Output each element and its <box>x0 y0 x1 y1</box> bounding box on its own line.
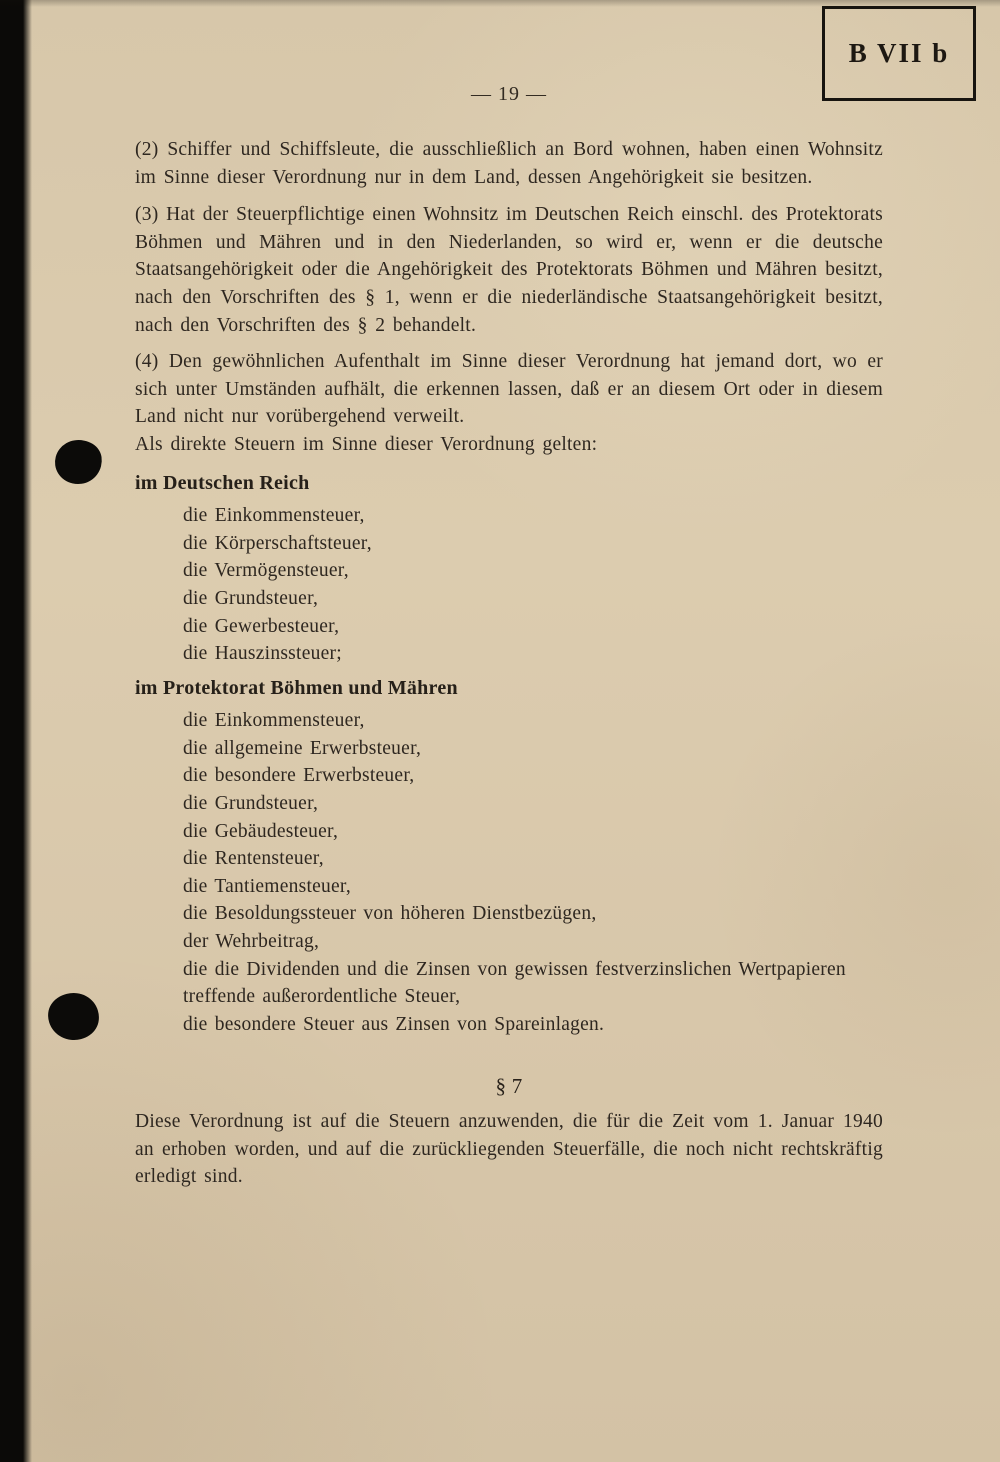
list-item: die Einkommensteuer, <box>183 505 365 527</box>
scan-edge-left <box>0 0 32 1462</box>
page-number: — 19 — <box>471 83 547 105</box>
list-item: die allgemeine Erwerbsteuer, <box>183 737 422 759</box>
punch-hole-bottom <box>46 990 102 1042</box>
list-item: die Körperschaftsteuer, <box>183 532 372 554</box>
list-item: die Vermögensteuer, <box>183 560 349 582</box>
list-item: die Rentensteuer, <box>183 848 324 870</box>
list-item: die Besoldungssteuer von höheren Dienstbezügen, <box>183 903 597 925</box>
list-item: die Grundsteuer, <box>183 587 319 609</box>
punch-hole-top <box>52 437 105 487</box>
list-item: der Wehrbeitrag, <box>183 931 320 953</box>
paragraph-4: (4) Den gewöhnlichen Aufenthalt im Sinne dieser Verordnung hat jemand dort, wo er sich unter Umständen aufhält, die erkennen lassen, daß er an diesem Ort oder in diesem Land nicht nur vorübergehend verweilt. <box>135 351 883 428</box>
list-item: die Tantiemensteuer, <box>183 875 352 897</box>
text-block <box>135 136 883 1191</box>
list-item: die Grundsteuer, <box>183 793 319 815</box>
list-item: die die Dividenden und die Zinsen von gewissen festverzinslichen Wertpapieren treffende außerordentliche Steuer, <box>183 958 846 1008</box>
tax-list-protektorat <box>135 707 883 1038</box>
section-7-paragraph: Diese Verordnung ist auf die Steuern anzuwenden, die für die Zeit vom 1. Januar 1940 an erhoben worden, und auf die zurückliegenden Steuerfälle, die noch nicht rechtskräftig erledigt sind. <box>135 1111 883 1188</box>
list-item: die Gewerbesteuer, <box>183 615 340 637</box>
heading-protektorat: im Protektorat Böhmen und Mähren <box>135 676 458 699</box>
tax-list-reich <box>135 502 883 668</box>
list-item: die Einkommensteuer, <box>183 710 365 732</box>
list-item: die Hauszinssteuer; <box>183 643 342 665</box>
section-7-heading: § 7 <box>495 1074 523 1099</box>
heading-deutsches-reich: im Deutschen Reich <box>135 471 310 494</box>
list-item: die Gebäudesteuer, <box>183 820 339 842</box>
paragraph-2: (2) Schiffer und Schiffsleute, die ausschließlich an Bord wohnen, haben einen Wohnsitz im Sinne dieser Verordnung nur in dem Land, dessen Angehörigkeit sie besitzen. <box>135 139 883 188</box>
list-item: die besondere Erwerbsteuer, <box>183 765 415 787</box>
paragraph-4-continuation: Als direkte Steuern im Sinne dieser Verordnung gelten: <box>135 433 598 455</box>
paragraph-3: (3) Hat der Steuerpflichtige einen Wohnsitz im Deutschen Reich einschl. des Protektorats Böhmen und Mähren und in den Niederlanden, so wird er, wenn er die deutsche Staatsangehörigkeit oder die Angehörigkeit des Protektorats Böhmen und Mähren besitzt, nach den Vorschriften des § 1, wenn er die niederländische Staatsangehörigkeit besitzt, nach den Vorschriften des § 2 behandelt. <box>135 204 883 336</box>
list-item: die besondere Steuer aus Zinsen von Spareinlagen. <box>183 1013 605 1035</box>
classification-text: B VII b <box>848 38 950 68</box>
